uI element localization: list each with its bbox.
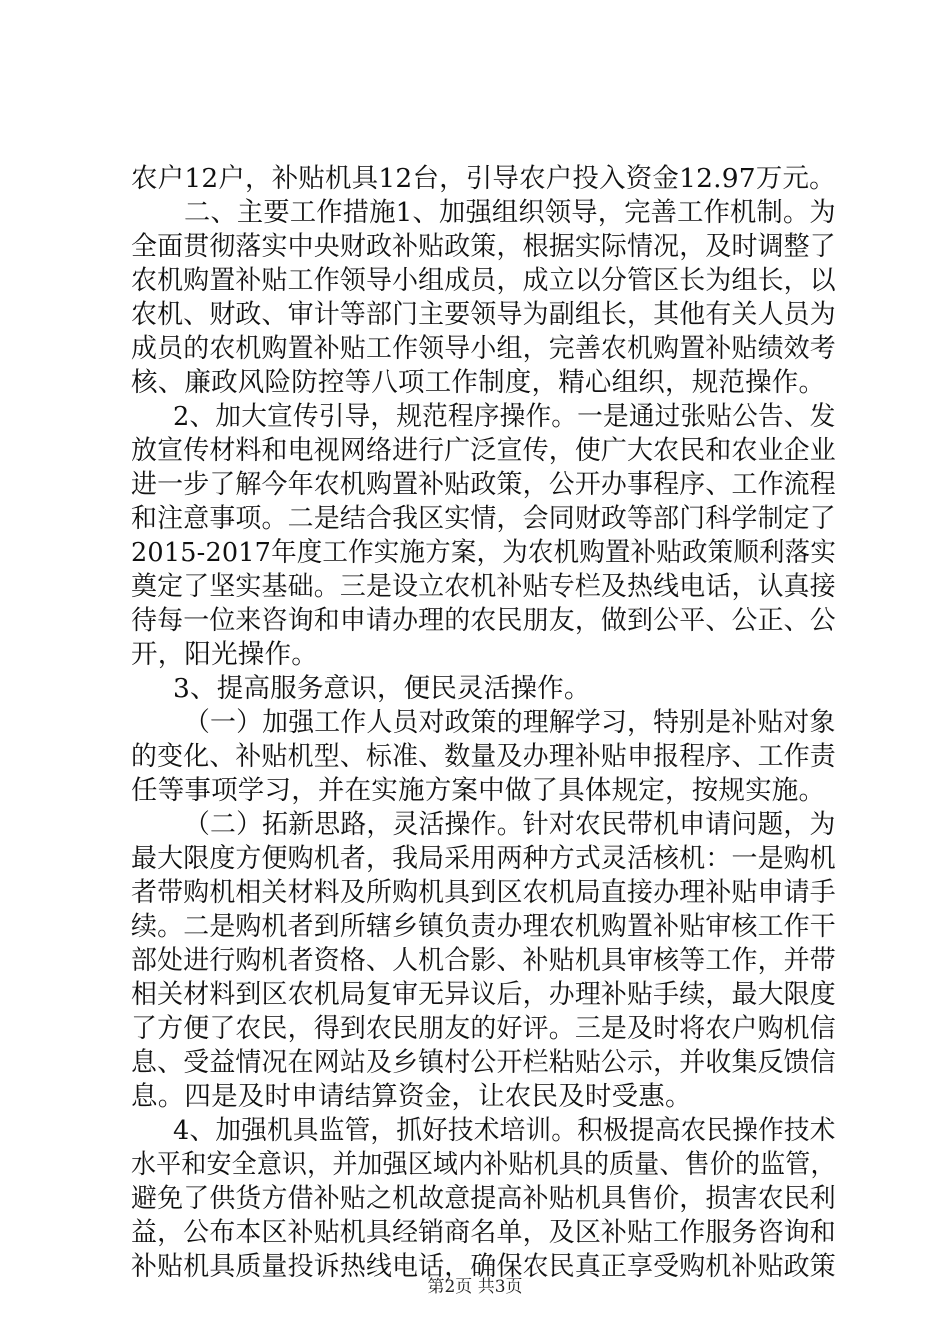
- text-line: 部处进行购机者资格、人机合影、补贴机具审核等工作，并带: [131, 945, 836, 976]
- text-line: 补贴机具质量投诉热线电话，确保农民真正享受购机补贴政策: [131, 1251, 836, 1282]
- text-line: 的变化、补贴机型、标准、数量及办理补贴申报程序、工作责: [131, 741, 836, 772]
- text-line: 农机购置补贴工作领导小组成员，成立以分管区长为组长，以: [131, 265, 836, 296]
- text-line: 全面贯彻落实中央财政补贴政策，根据实际情况，及时调整了: [131, 231, 836, 262]
- text-line: 者带购机相关材料及所购机具到区农机局直接办理补贴申请手: [131, 877, 836, 908]
- text-line: 水平和安全意识，并加强区域内补贴机具的质量、售价的监管，: [131, 1149, 836, 1180]
- text-line: 农机、财政、审计等部门主要领导为副组长，其他有关人员为: [131, 299, 836, 330]
- text-line: 成员的农机购置补贴工作领导小组，完善农机购置补贴绩效考: [131, 333, 836, 364]
- text-line: 续。二是购机者到所辖乡镇负责办理农机购置补贴审核工作干: [131, 911, 836, 942]
- text-line: 开，阳光操作。: [131, 639, 318, 670]
- page-footer: [0, 1276, 950, 1298]
- text-line: 进一步了解今年农机购置补贴政策，公开办事程序、工作流程: [131, 469, 836, 500]
- text-line: （一）加强工作人员对政策的理解学习，特别是补贴对象: [184, 707, 836, 738]
- text-line: 奠定了坚实基础。三是设立农机补贴专栏及热线电话，认真接: [131, 571, 836, 602]
- text-line: 和注意事项。二是结合我区实情，会同财政等部门科学制定了: [131, 503, 836, 534]
- text-line: 3、提高服务意识，便民灵活操作。: [173, 673, 591, 704]
- text-line: （二）拓新思路，灵活操作。针对农民带机申请问题，为: [184, 809, 836, 840]
- text-line: 待每一位来咨询和申请办理的农民朋友，做到公平、公正、公: [131, 605, 836, 636]
- text-line: 核、廉政风险防控等八项工作制度，精心组织，规范操作。: [131, 367, 826, 398]
- text-line: 益，公布本区补贴机具经销商名单，及区补贴工作服务咨询和: [131, 1217, 836, 1248]
- text-line: 放宣传材料和电视网络进行广泛宣传，使广大农民和农业企业: [131, 435, 836, 466]
- text-line: 农户12户，补贴机具12台，引导农户投入资金12.97万元。: [131, 163, 836, 194]
- text-line: 任等事项学习，并在实施方案中做了具体规定，按规实施。: [131, 775, 826, 806]
- text-line: 最大限度方便购机者，我局采用两种方式灵活核机：一是购机: [131, 843, 836, 874]
- text-line: 避免了供货方借补贴之机故意提高补贴机具售价，损害农民利: [131, 1183, 836, 1214]
- text-line: 息。四是及时申请结算资金，让农民及时受惠。: [131, 1081, 692, 1112]
- page-number-label: 第2页 共3页: [427, 1277, 523, 1297]
- text-line: 相关材料到区农机局复审无异议后，办理补贴手续，最大限度: [131, 979, 836, 1010]
- text-line: 息、受益情况在网站及乡镇村公开栏粘贴公示，并收集反馈信: [131, 1047, 836, 1078]
- text-line: 二、主要工作措施1、加强组织领导，完善工作机制。为: [184, 197, 836, 228]
- text-line: 4、加强机具监管，抓好技术培训。积极提高农民操作技术: [173, 1115, 836, 1146]
- text-line: 2、加大宣传引导，规范程序操作。一是通过张贴公告、发: [173, 401, 836, 432]
- text-line: 了方便了农民，得到农民朋友的好评。三是及时将农户购机信: [131, 1013, 836, 1044]
- text-line: 2015-2017年度工作实施方案，为农机购置补贴政策顺利落实: [131, 537, 837, 568]
